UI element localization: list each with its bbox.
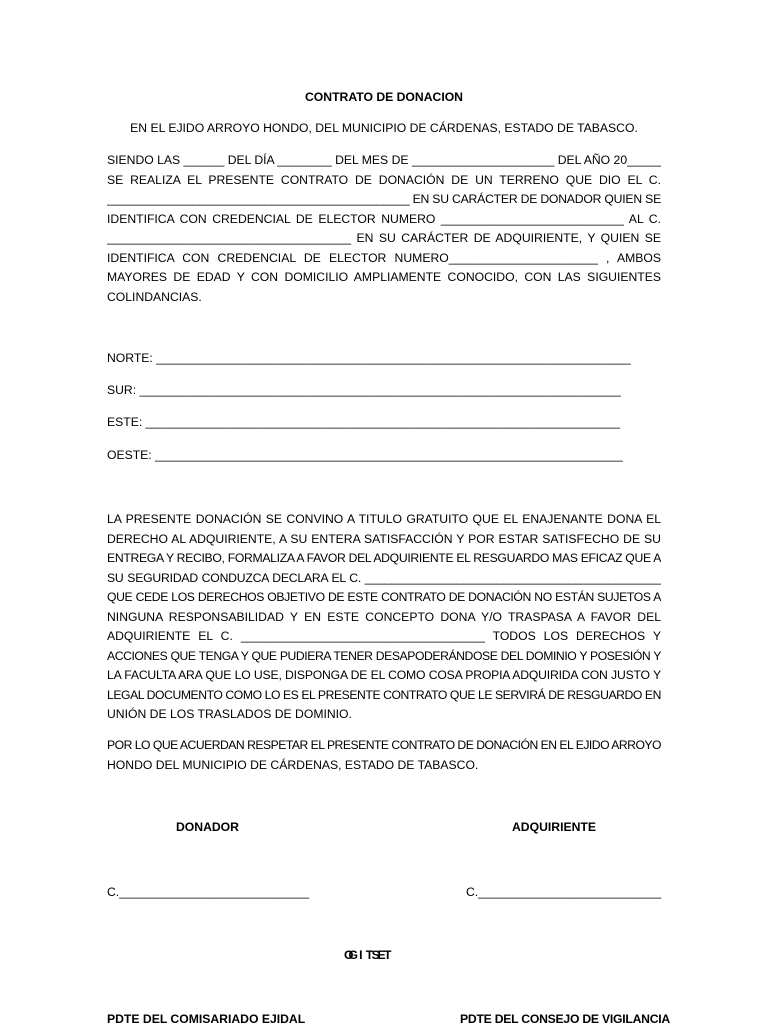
document-subtitle: EN EL EJIDO ARROYO HONDO, DEL MUNICIPIO DE CÁRDENAS, ESTADO DE TABASCO.: [130, 121, 638, 135]
paragraph-line: HONDO DEL MUNICIPIO DE CÁRDENAS, ESTADO DE TABASCO.: [107, 757, 479, 772]
donation-clause-paragraph: [107, 510, 661, 725]
paragraph-line: IDENTIFICA CON CREDENCIAL DE ELECTOR NUMERO______________________ , AMBOS: [107, 250, 661, 265]
paragraph-line: UNIÓN DE LOS TRASLADOS DE DOMINIO.: [107, 707, 352, 721]
paragraph-line: LEGAL DOCUMENTO COMO LO ES EL PRESENTE CONTRATO QUE LE SERVIRÁ DE RESGUARDO EN: [107, 687, 661, 702]
boundary-norte: NORTE: ______________________________________________________________________: [107, 351, 631, 365]
paragraph-line: LA PRESENTE DONACIÓN SE CONVINO A TITULO GRATUITO QUE EL ENAJENANTE DONA EL: [107, 512, 661, 526]
paragraph-line: SE REALIZA EL PRESENTE CONTRATO DE DONACIÓN DE UN TERRENO QUE DIO EL C.: [107, 172, 661, 187]
paragraph-line: QUE CEDE LOS DERECHOS OBJETIVO DE ESTE CONTRATO DE DONACIÓN NO ESTÁN SUJETOS A: [107, 590, 661, 604]
paragraph-line: SU SEGURIDAD CONDUZCA DECLARA EL C. _____________________________________________: [107, 570, 661, 585]
adquiriente-signature-line: C.___________________________: [466, 885, 662, 899]
paragraph-line: POR LO QUE ACUERDAN RESPETAR EL PRESENTE CONTRATO DE DONACIÓN EN EL EJIDO ARROYO: [107, 738, 661, 752]
donador-label: DONADOR: [176, 820, 239, 834]
paragraph-line: ______________________________________________ EN SU CARÁCTER DE DONADOR QUIEN SE: [107, 192, 661, 206]
paragraph-line: NINGUNA RESPONSABILIDAD Y EN ESTE CONCEPTO DONA Y/O TRASPASA A FAVOR DEL: [107, 609, 661, 624]
paragraph-line: DERECHO AL ADQUIRIENTE, A SU ENTERA SATISFACCIÓN Y POR ESTAR SATISFECHO DE SU: [107, 531, 661, 546]
paragraph-line: ADQUIRIENTE EL C. ____________________________________ TODOS LOS DERECHOS Y: [107, 629, 661, 643]
paragraph-line: SIENDO LAS ______ DEL DÍA ________ DEL MES DE _____________________ DEL AÑO 20_____: [107, 153, 661, 167]
paragraph-line: MAYORES DE EDAD Y CON DOMICILIO AMPLIAMENTE CONOCIDO, CON LAS SIGUIENTES: [107, 270, 661, 284]
agreement-paragraph: [107, 736, 661, 775]
paragraph-line: LA FACULTA ARA QUE LO USE, DISPONGA DE EL COMO COSA PROPIA ADQUIRIDA CON JUSTO Y: [107, 668, 661, 682]
boundary-este: ESTE: ______________________________________________________________________: [107, 415, 621, 429]
paragraph-line: ENTREGA Y RECIBO, FORMALIZA A FAVOR DEL ADQUIRIENTE EL RESGUARDO MAS EFICAZ QUE A: [107, 551, 661, 565]
paragraph-line: ACCIONES QUE TENGA Y QUE PUDIERA TENER DESAPODERÁNDOSE DEL DOMINIO Y POSESIÓN Y: [107, 648, 661, 663]
opening-paragraph: [107, 151, 661, 307]
paragraph-line: COLINDANCIAS.: [107, 289, 202, 304]
boundary-oeste: OESTE: _____________________________________________________________________: [107, 448, 623, 462]
document-title: CONTRATO DE DONACION: [305, 90, 463, 104]
paragraph-line: IDENTIFICA CON CREDENCIAL DE ELECTOR NUMERO ___________________________ AL C.: [107, 211, 661, 226]
donador-signature-line: C.____________________________: [107, 885, 309, 899]
testigo-label: [0, 948, 768, 962]
paragraph-line: ____________________________________ EN SU CARÁCTER DE ADQUIRIENTE, Y QUIEN SE: [107, 231, 661, 245]
vigilancia-label: PDTE DEL CONSEJO DE VIGILANCIA: [460, 1012, 670, 1026]
adquiriente-label: ADQUIRIENTE: [512, 820, 596, 834]
comisariado-label: PDTE DEL COMISARIADO EJIDAL: [107, 1012, 306, 1026]
boundary-sur: SUR: _______________________________________________________________________: [107, 383, 621, 397]
